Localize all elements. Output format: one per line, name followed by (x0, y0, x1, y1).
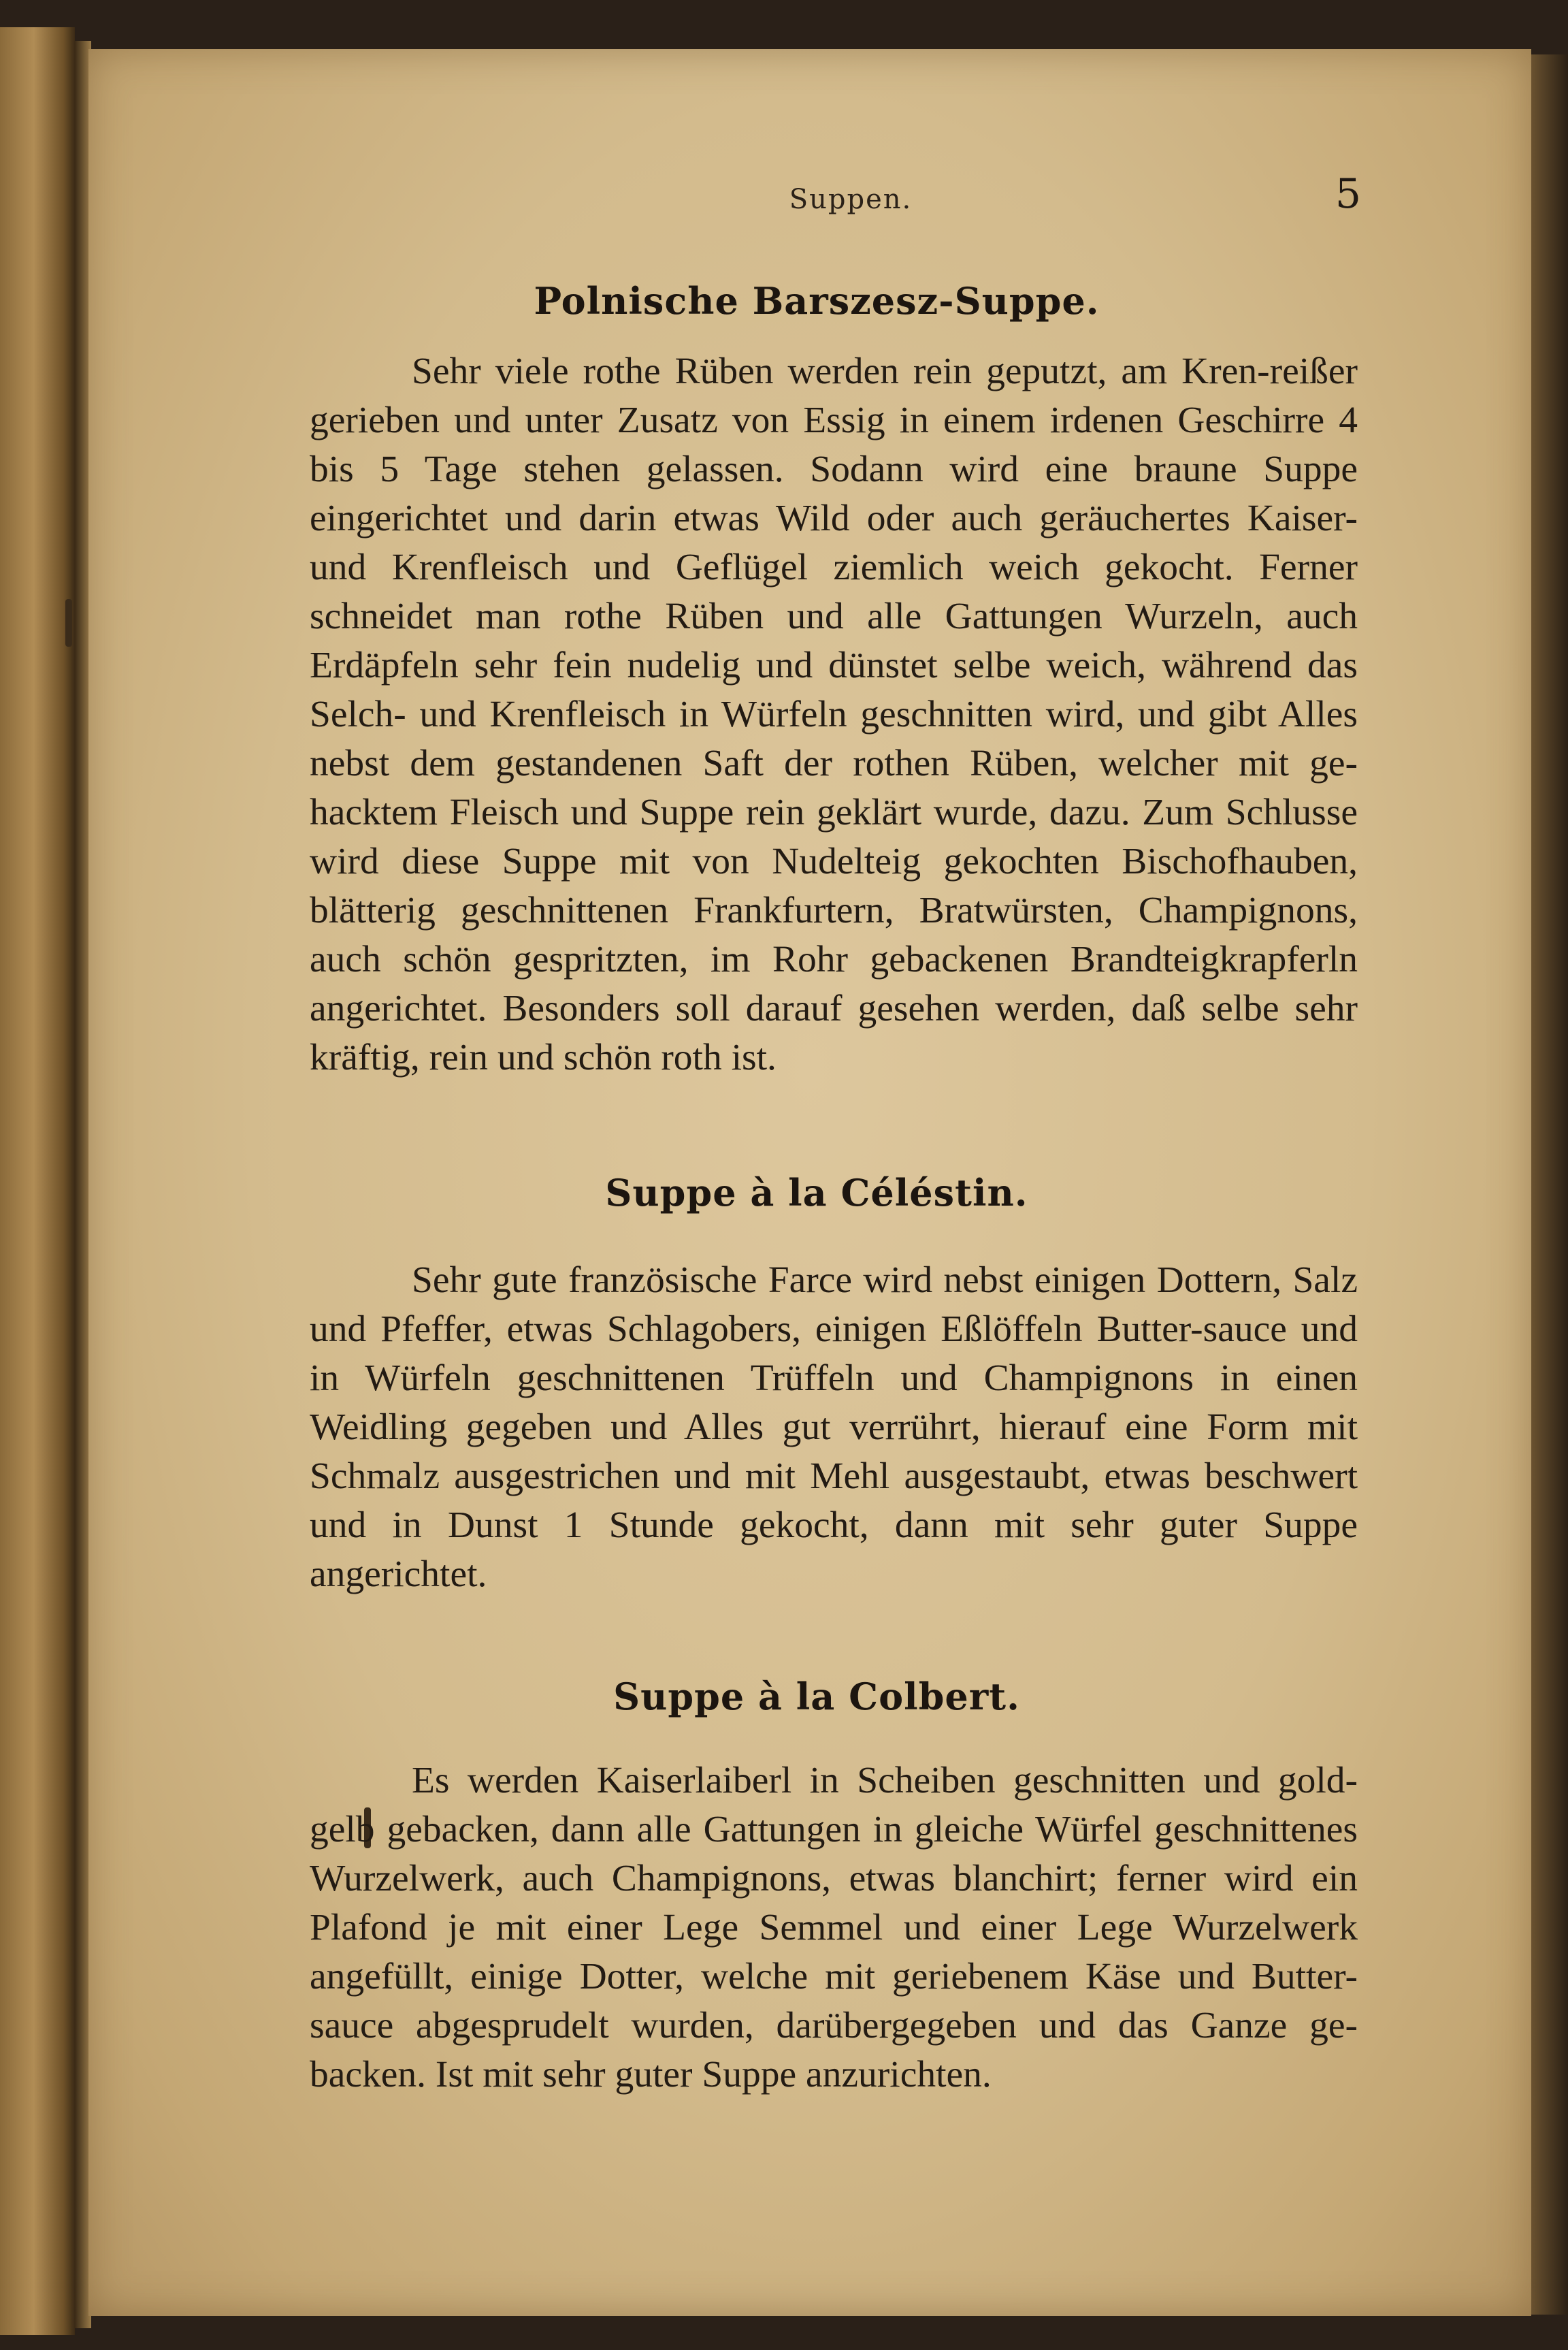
section-title: Polnische Barszesz-Suppe. (534, 279, 1100, 323)
section-body: Es werden Kaiserlaiberl in Scheiben geschnitten und gold-gelb gebacken, dann alle Gattungen in gleiche Würfel geschnittenes Wurzelwerk, auch Champignons, etwas blanchirt; ferner wird ein Plafond je mit einer Lege Semmel und einer Lege Wurzelwerk angefüllt, einige Dotter, welche mit geriebenem Käse und Butter-sauce abgesprudelt wurden, darübergegeben und das Ganze ge-backen. Ist mit sehr guter Suppe anzurichten. (310, 1760, 1358, 2095)
left-page-edge (0, 27, 75, 2335)
section-body: Sehr gute französische Farce wird nebst einigen Dottern, Salz und Pfeffer, etwas Schlagobers, einigen Eßlöffeln Butter-sauce und in Würfeln geschnittenen Trüffeln und Champignons in einen Weidling gegeben und Alles gut verrührt, hierauf eine Form mit Schmalz ausgestrichen und mit Mehl ausgestaubt, etwas beschwert und in Dunst 1 Stunde gekocht, dann mit sehr guter Suppe angerichtet. (310, 1259, 1358, 1595)
running-head: Suppen. (789, 184, 913, 215)
section-title: Suppe à la Céléstin. (605, 1171, 1028, 1214)
binding-mark (65, 599, 72, 647)
section-title: Suppe à la Colbert. (613, 1675, 1020, 1718)
right-page-edge (1531, 54, 1568, 2315)
section-body: Sehr viele rothe Rüben werden rein geputzt, am Kren-reißer gerieben und unter Zusatz von Essig in einem irdenen Geschirre 4 bis 5 Tage stehen gelassen. Sodann wird eine braune Suppe eingerichtet und darin etwas Wild oder auch geräuchertes Kaiser- und Krenfleisch und Geflügel ziemlich weich gekocht. Ferner schneidet man rothe Rüben und alle Gattungen Wurzeln, auch Erdäpfeln sehr fein nudelig und dünstet selbe weich, während das Selch- und Krenfleisch in Würfeln geschnitten wird, und gibt Alles nebst dem gestandenen Saft der rothen Rüben, welcher mit ge-hacktem Fleisch und Suppe rein geklärt wurde, dazu. Zum Schlusse wird diese Suppe mit von Nudelteig gekochten Bischofhauben, blätterig geschnittenen Frankfurtern, Bratwürsten, Champignons, auch schön gespritzten, im Rohr gebackenen Brandteigkrapferln angerichtet. Besonders soll darauf gesehen werden, daß selbe sehr kräftig, rein und schön roth ist. (310, 351, 1358, 1078)
page-number: 5 (1335, 170, 1361, 218)
